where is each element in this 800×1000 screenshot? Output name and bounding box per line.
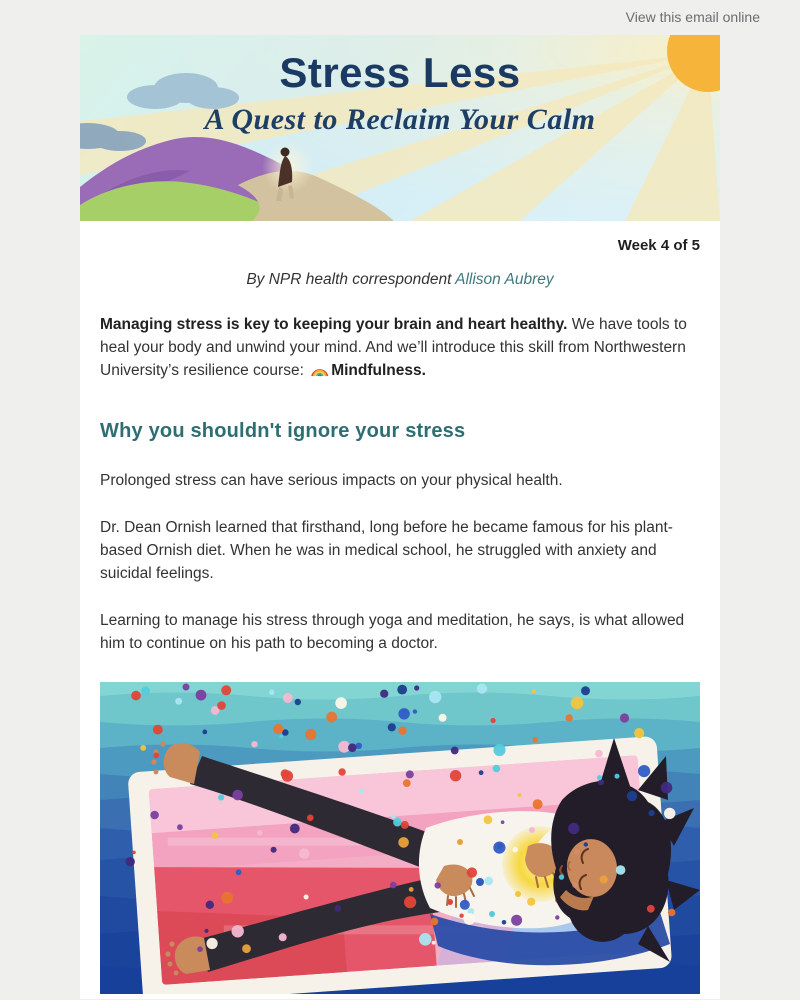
banner-art bbox=[80, 35, 720, 221]
meditation-art bbox=[100, 682, 700, 994]
newsletter-subtitle: A Quest to Reclaim Your Calm bbox=[204, 103, 596, 136]
article-paragraph: Dr. Dean Ornish learned that firsthand, long before he became famous for his plant-based Ornish diet. When he was in medical school, he struggled with anxiety and suicidal feelings. bbox=[100, 519, 673, 582]
email-topbar bbox=[40, 0, 760, 35]
intro-tail-bold: Mindfulness. bbox=[331, 362, 426, 379]
intro-body: We have tools to heal your body and unwind your mind. And we’ll introduce this skill from Northwestern University’s resilience course: bbox=[100, 316, 687, 379]
byline-prefix: By NPR health correspondent bbox=[246, 271, 456, 288]
rainbow-icon bbox=[310, 361, 329, 384]
article-paragraph: Prolonged stress can have serious impacts on your physical health. bbox=[100, 472, 563, 489]
view-email-online-link[interactable]: View this email online bbox=[625, 9, 760, 25]
intro-lead-bold: Managing stress is key to keeping your brain and heart healthy. bbox=[100, 316, 568, 333]
email-content bbox=[80, 221, 720, 994]
week-progress-label: Week 4 of 5 bbox=[617, 237, 700, 254]
header-banner-image bbox=[80, 35, 720, 221]
author-link[interactable]: Allison Aubrey bbox=[455, 271, 554, 288]
email-body bbox=[80, 35, 720, 999]
meditation-illustration bbox=[100, 682, 700, 994]
newsletter-title: Stress Less bbox=[279, 49, 521, 96]
article-paragraph: Learning to manage his stress through yoga and meditation, he says, is what allowed him to continue on his path to becoming a doctor. bbox=[100, 612, 685, 652]
byline bbox=[100, 271, 700, 289]
section-heading: Why you shouldn't ignore your stress bbox=[100, 420, 466, 442]
intro-paragraph bbox=[100, 313, 700, 384]
